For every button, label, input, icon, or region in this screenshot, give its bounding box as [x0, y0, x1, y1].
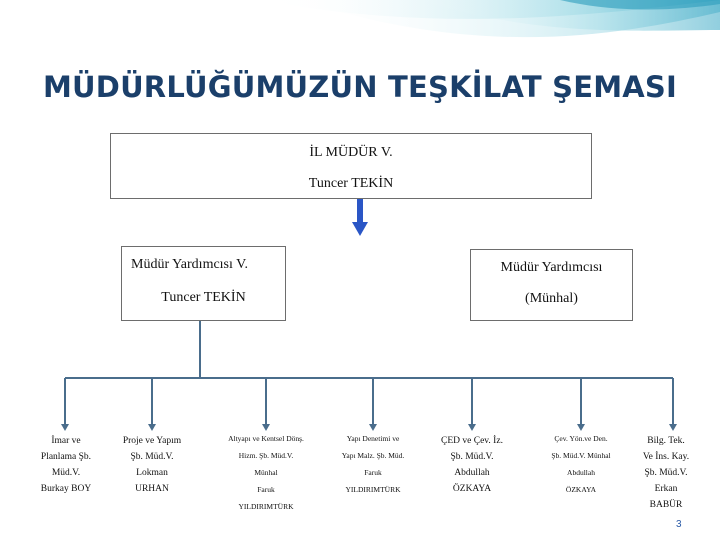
arrow-shaft	[357, 199, 363, 223]
branch-line: Planlama Şb.	[40, 452, 92, 462]
branch-yapi-denetimi	[328, 430, 418, 498]
branch-line: Faruk	[364, 468, 382, 477]
branch-line: Ve İns. Kay.	[642, 452, 690, 462]
branch-line: Faruk	[257, 485, 275, 494]
arrow-down-icon	[352, 222, 368, 236]
director-role: İL MÜDÜR V.	[309, 145, 393, 160]
branch-line: Çev. Yön.ve Den.	[554, 434, 608, 443]
branch-line: Şb. Müd.V.	[130, 452, 174, 462]
branch-line: Şb. Müd.V.	[450, 452, 494, 462]
branch-line: Yapı Denetimi ve	[346, 434, 400, 443]
branch-imar-planlama	[26, 433, 106, 497]
branch-line: Şb. Müd.V. Münhal	[551, 451, 611, 460]
branch-line: Münhal	[254, 468, 278, 477]
branch-proje-yapim	[112, 433, 192, 497]
branch-line: YILDIRIMTÜRK	[238, 502, 294, 511]
deputy-box-2	[470, 249, 633, 321]
deputy-1-name: Tuncer TEKİN	[161, 290, 246, 305]
branch-line: ÖZKAYA	[565, 485, 597, 494]
director-name: Tuncer TEKİN	[308, 176, 394, 191]
branch-line: Burkay BOY	[40, 484, 92, 494]
branch-line: Altyapı ve Kentsel Dönş.	[228, 434, 304, 443]
branch-bilgi-teknoloji	[636, 433, 696, 513]
branch-cevre-yonetimi	[536, 430, 626, 498]
branch-line: Yapı Malz. Şb. Müd.	[341, 451, 405, 460]
deputy-box-1	[121, 246, 286, 321]
branch-line: Müd.V.	[51, 468, 81, 478]
branch-line: URHAN	[135, 484, 169, 494]
branch-line: Abdullah	[567, 468, 595, 477]
branch-altyapi	[216, 430, 316, 515]
branch-line: YILDIRIMTÜRK	[345, 485, 401, 494]
branch-line: İmar ve	[51, 436, 81, 446]
deputy-2-name: (Münhal)	[525, 291, 578, 306]
branch-line: Hizm. Şb. Müd.V.	[238, 451, 294, 460]
branch-line: ÖZKAYA	[452, 484, 492, 494]
branch-line: Bilg. Tek.	[647, 436, 685, 446]
branch-line: BABÜR	[649, 500, 683, 510]
branch-line: Proje ve Yapım	[122, 436, 182, 446]
branch-line: ÇED ve Çev. İz.	[441, 436, 503, 446]
page-number: 3	[676, 519, 682, 530]
deputy-1-role: Müdür Yardımcısı V.	[131, 257, 248, 272]
deputy-2-role: Müdür Yardımcısı	[500, 260, 603, 275]
branch-line: Lokman	[136, 468, 168, 478]
branch-line: Erkan	[654, 484, 678, 494]
branch-line: Abdullah	[454, 468, 490, 478]
branch-ced-cevre	[432, 433, 512, 497]
page-title: MÜDÜRLÜĞÜMÜZÜN TEŞKİLAT ŞEMASI	[42, 70, 678, 104]
branch-line: Şb. Müd.V.	[644, 468, 688, 478]
